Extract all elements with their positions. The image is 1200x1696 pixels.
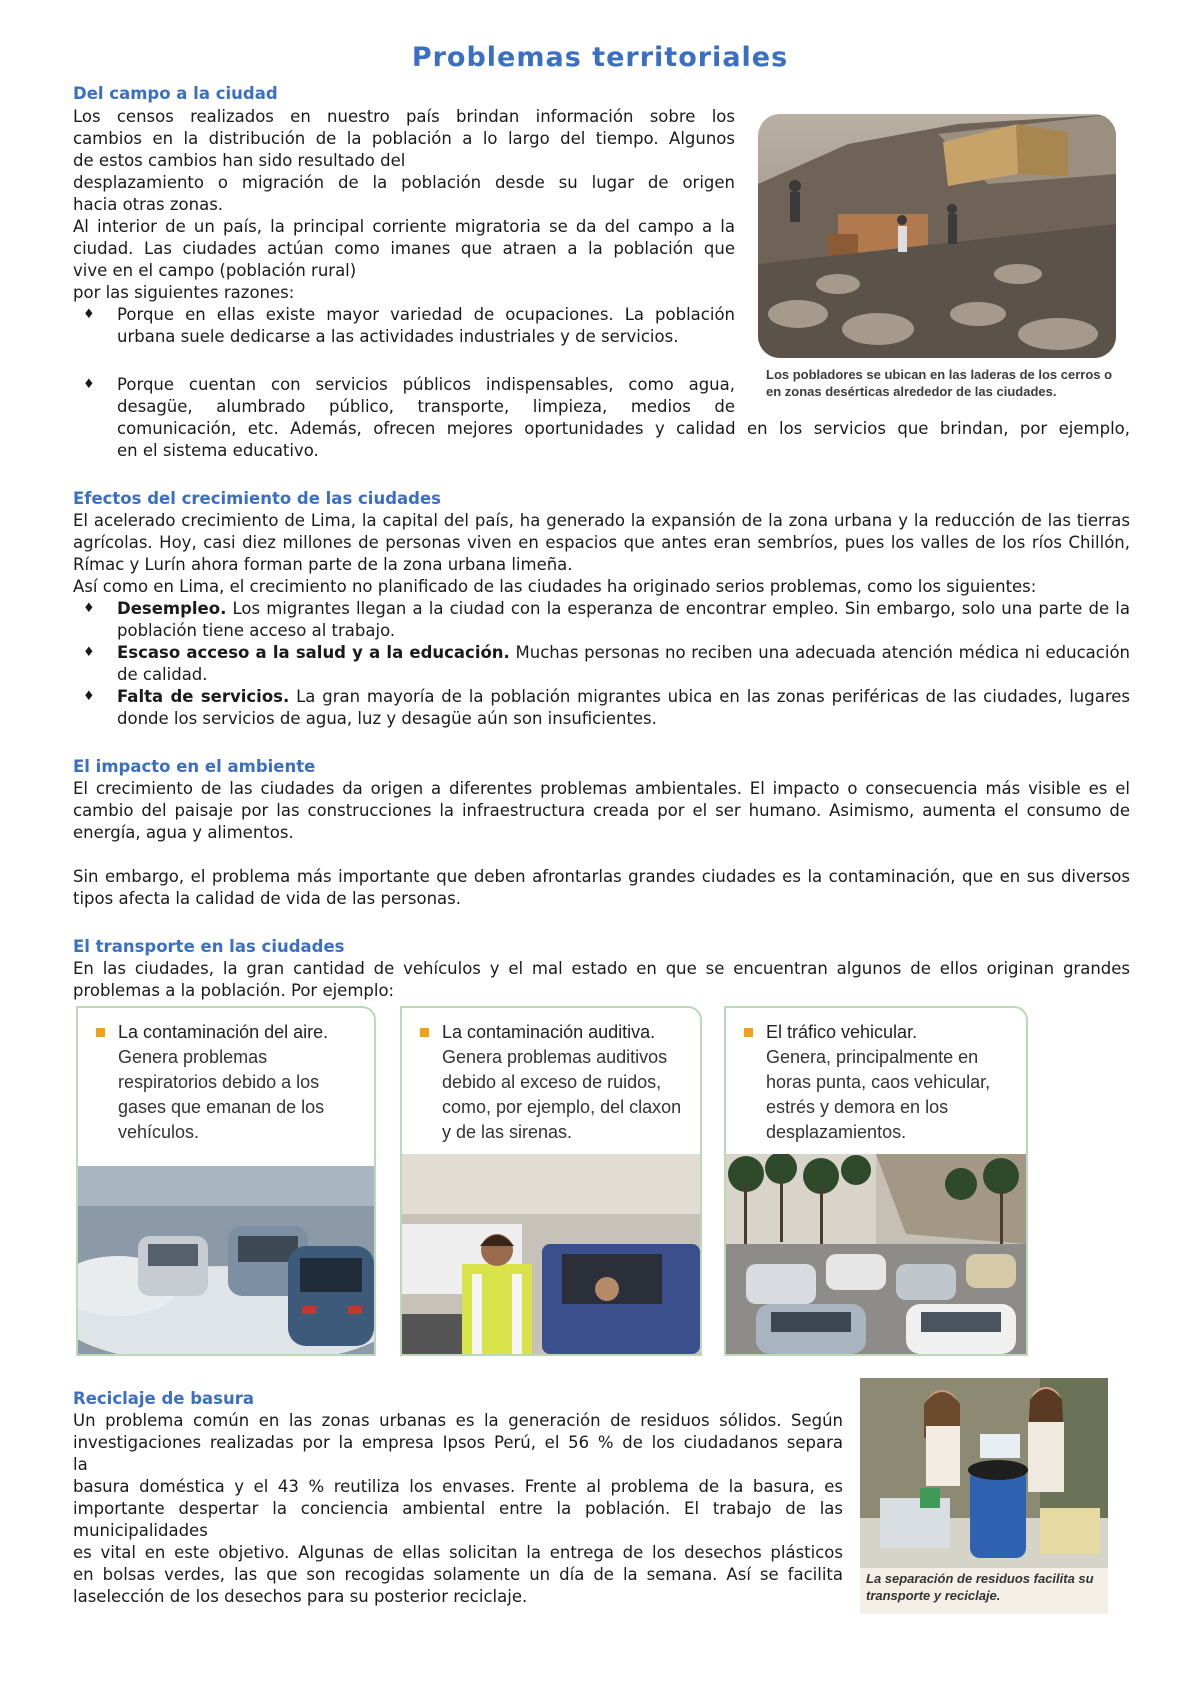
paragraph-line: investigaciones realizadas por la empresa Ipsos Perú, el 56 % de los ciudadanos separa bbox=[73, 1433, 843, 1452]
paragraph-line: por las siguientes razones: bbox=[73, 283, 295, 302]
paragraph: Así como en Lima, el crecimiento no planificado de las ciudades ha originado serios problemas, como los siguientes: bbox=[73, 577, 1037, 596]
bullet-icon: ♦ bbox=[83, 601, 95, 616]
paragraph-line: en bolsas verdes, las que son recogidas solamente un día de la semana. Así se facilita bbox=[73, 1565, 843, 1584]
paragraph-line: cambios en la distribución de la población a lo largo del tiempo. Algunos bbox=[73, 129, 735, 148]
bullet-icon: ♦ bbox=[83, 645, 95, 660]
panel-body: Genera problemas auditivos debido al exceso de ruidos, como, por ejemplo, del claxon y de las sirenas. bbox=[442, 1047, 682, 1142]
panel-title: El tráfico vehicular. bbox=[766, 1022, 918, 1042]
paragraph-line: laselección de los desechos para su posterior reciclaje. bbox=[73, 1587, 528, 1606]
photo-caption: La separación de residuos facilita su transporte y reciclaje. bbox=[866, 1571, 1094, 1603]
info-panel-noise-pollution bbox=[400, 1006, 702, 1356]
paragraph-line: Al interior de un país, la principal corriente migratoria se da del campo a la bbox=[73, 217, 735, 236]
bullet-text: en el sistema educativo. bbox=[117, 441, 319, 460]
bullet-text bbox=[117, 598, 1130, 642]
bullet-body: Muchas personas no reciben una adecuada atención médica ni educación de calidad. bbox=[117, 643, 1130, 684]
paragraph-line: vive en el campo (población rural) bbox=[73, 261, 357, 280]
bullet-bold-label: Escaso acceso a la salud y a la educación. bbox=[117, 643, 510, 662]
bullet-icon: ♦ bbox=[83, 307, 95, 322]
panel-text bbox=[118, 1020, 360, 1145]
bullet-bold-label: Falta de servicios. bbox=[117, 687, 290, 706]
paragraph-line: basura doméstica y el 43 % reutiliza los envases. Frente al problema de la basura, es bbox=[73, 1477, 843, 1496]
bullet-text bbox=[117, 686, 1130, 730]
bullet-text: desagüe, alumbrado público, transporte, limpieza, medios de bbox=[117, 397, 735, 416]
paragraph-line: Un problema común en las zonas urbanas es la generación de residuos sólidos. Según bbox=[73, 1411, 843, 1430]
photo-hillside-shacks bbox=[758, 114, 1116, 358]
section-heading-impacto: El impacto en el ambiente bbox=[73, 757, 316, 776]
panel-body: Genera problemas respiratorios debido a los gases que emanan de los vehículos. bbox=[118, 1047, 325, 1142]
panel-body: Genera, principalmente en horas punta, caos vehicular, estrés y demora en los desplazamientos. bbox=[766, 1047, 991, 1142]
paragraph-line: es vital en este objetivo. Algunas de ellas solicitan la entrega de los desechos plásticos bbox=[73, 1543, 843, 1562]
photo-traffic-smog bbox=[78, 1166, 374, 1354]
paragraph: Sin embargo, el problema más importante que deben afrontarlas grandes ciudades es la contaminación, que en sus diversos tipos afecta la calidad de vida de las personas. bbox=[73, 867, 1130, 908]
info-panel-air-pollution bbox=[76, 1006, 376, 1356]
bullet-text bbox=[117, 642, 1130, 686]
bullet-text: comunicación, etc. Además, ofrecen mejores oportunidades y calidad en los servicios que brindan, por ejemplo, bbox=[117, 419, 1130, 438]
paragraph-line: de estos cambios han sido resultado del bbox=[73, 151, 406, 170]
bullet-text: Porque cuentan con servicios públicos indispensables, como agua, bbox=[117, 375, 735, 394]
bullet-icon: ♦ bbox=[83, 377, 95, 392]
panel-text bbox=[442, 1020, 686, 1145]
bullet-body: La gran mayoría de la población migrantes ubica en las zonas periféricas de las ciudades, lugares donde los servicios de agua, luz y desagüe aún son insuficientes. bbox=[117, 687, 1130, 728]
bullet-bold-label: Desempleo. bbox=[117, 599, 227, 618]
page-title: Problemas territoriales bbox=[411, 42, 789, 73]
section-heading-campo-ciudad: Del campo a la ciudad bbox=[73, 84, 278, 103]
bullet-icon: ♦ bbox=[83, 689, 95, 704]
photo-traffic-jam bbox=[726, 1154, 1026, 1354]
section-heading-efectos: Efectos del crecimiento de las ciudades bbox=[73, 489, 441, 508]
info-panel-vehicle-traffic bbox=[724, 1006, 1028, 1356]
square-bullet-icon bbox=[420, 1028, 429, 1037]
paragraph: En las ciudades, la gran cantidad de vehículos y el mal estado en que se encuentran algunos de ellos originan grandes problemas a la población. Por ejemplo: bbox=[73, 959, 1130, 1000]
bullet-body: Los migrantes llegan a la ciudad con la esperanza de encontrar empleo. Sin embargo, solo una parte de la población tiene acceso al trabajo. bbox=[117, 599, 1130, 640]
panel-title: La contaminación del aire. bbox=[118, 1022, 329, 1042]
paragraph-line: Los censos realizados en nuestro país brindan información sobre los bbox=[73, 107, 735, 126]
square-bullet-icon bbox=[744, 1028, 753, 1037]
section-heading-reciclaje: Reciclaje de basura bbox=[73, 1389, 255, 1408]
paragraph-line: ciudad. Las ciudades actúan como imanes que atraen a la población que bbox=[73, 239, 735, 258]
paragraph-line: municipalidades bbox=[73, 1521, 208, 1540]
panel-title: La contaminación auditiva. bbox=[442, 1022, 656, 1042]
paragraph: El crecimiento de las ciudades da origen a diferentes problemas ambientales. El impacto o consecuencia más visible es el cambio del paisaje por las construcciones la infraestructura creada por el ser humano. Asimismo, aumenta el consumo de energía, agua y alimentos. bbox=[73, 779, 1130, 842]
paragraph: El acelerado crecimiento de Lima, la capital del país, ha generado la expansión de la zona urbana y la reducción de las tierras agrícolas. Hoy, casi diez millones de personas viven en espacios que antes eran sembríos, pues los valles de los ríos Chillón, Rímac y Lurín ahora forman parte de la zona urbana limeña. bbox=[73, 511, 1130, 574]
panel-text bbox=[766, 1020, 1012, 1145]
paragraph-line: hacia otras zonas. bbox=[73, 195, 224, 214]
paragraph-line: desplazamiento o migración de la población desde su lugar de origen bbox=[73, 173, 735, 192]
photo-traffic-officer bbox=[402, 1154, 700, 1354]
bullet-text: Porque en ellas existe mayor variedad de ocupaciones. La población urbana suele dedicarse a las actividades industriales y de servicios. bbox=[117, 305, 735, 346]
paragraph-line: la bbox=[73, 1455, 88, 1474]
photo-caption: Los pobladores se ubican en las laderas de los cerros o en zonas desérticas alrededor de las ciudades. bbox=[766, 367, 1113, 399]
section-heading-transporte: El transporte en las ciudades bbox=[73, 937, 345, 956]
paragraph-line: importante despertar la conciencia ambiental entre la población. El trabajo de las bbox=[73, 1499, 843, 1518]
square-bullet-icon bbox=[96, 1028, 105, 1037]
photo-recycling bbox=[860, 1378, 1108, 1614]
